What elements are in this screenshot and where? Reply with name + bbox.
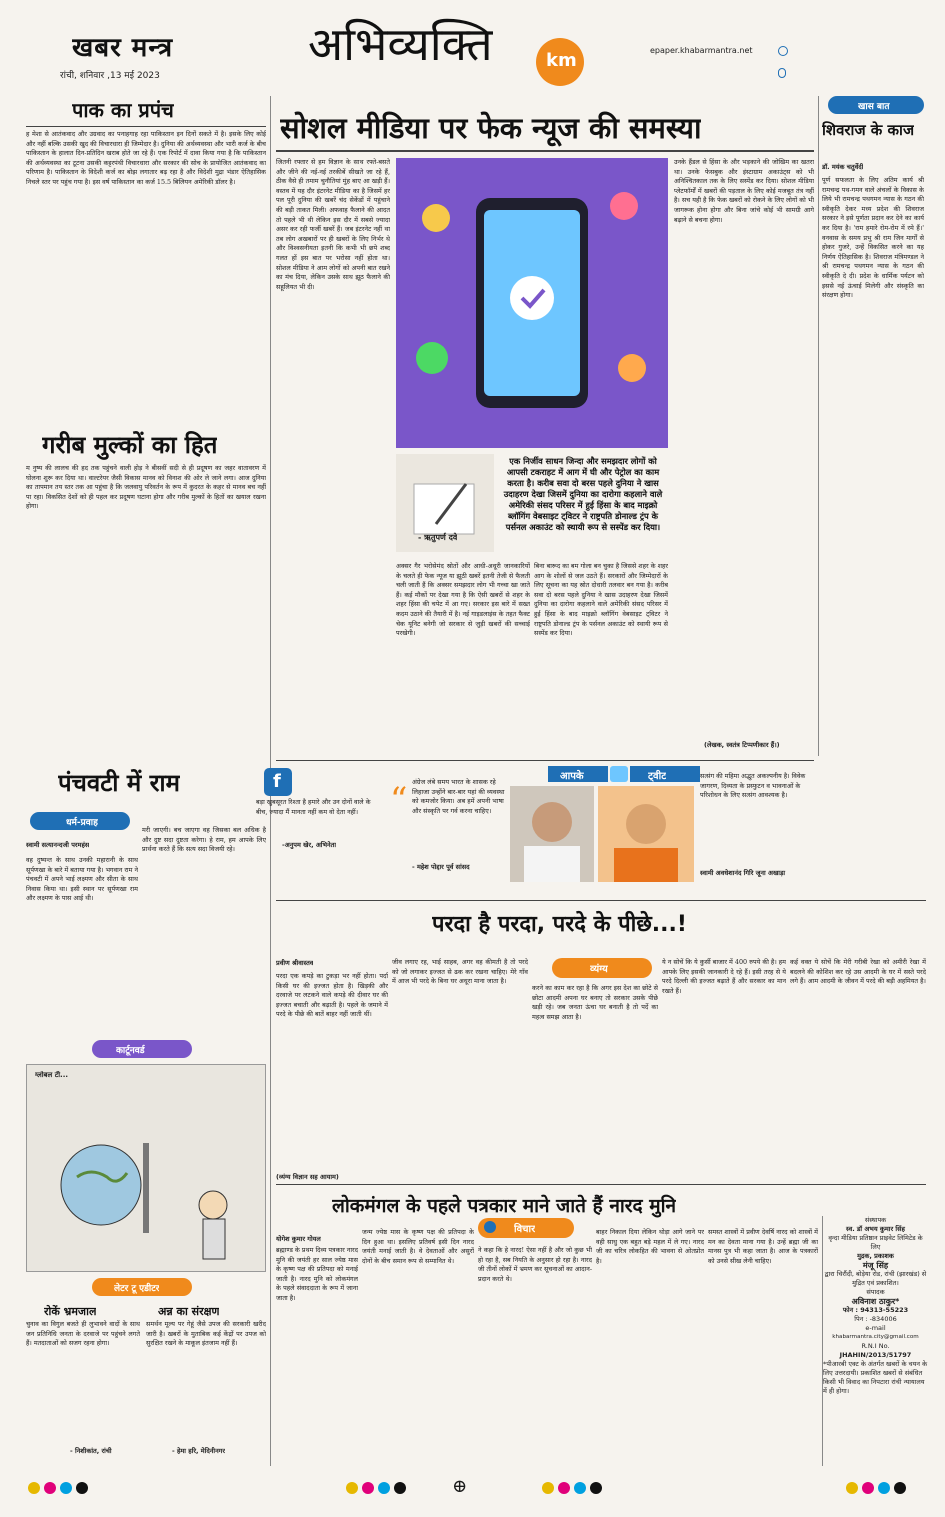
- narad-col4: बाहर निकाल दिया लेकिन थोड़ा आगे जाने पर वही साधु एक बहुत बड़े महल में ले गए। नारद जी का चरित्र लोकहित की भावना से ओतप्रोत है।: [596, 1228, 704, 1265]
- shiv-headline: शिवराज के काज: [822, 121, 915, 139]
- pak-headline: पाक का प्रपंच: [72, 98, 174, 122]
- vichar-badge: विचार: [478, 1218, 574, 1238]
- imprint-founder: स्व. डॉ अभय कुमार सिंह: [846, 1225, 905, 1233]
- lead-footer-note: (लेखक, स्वतंत्र टिप्पणीकार हैं।): [704, 741, 780, 749]
- km-logo: km: [536, 38, 584, 86]
- parda-signature: (व्यंग्य विज्ञान सह आयाम): [276, 1173, 339, 1181]
- ram-author: स्वामी सत्यानन्दजी परमहंस: [26, 841, 90, 849]
- tweet-label-b: ट्वीट: [630, 766, 700, 782]
- lead-col3: बिना बारूद का बम गोला बन चुका है जिससे शहर के शहर आग के शोलों से जल उठते हैं। सरकारों और जिम्मेदारों के लिए सूचना का यह स्रोत दोधारी तलवार बन गया है। करीब सवा दो बरस पहले दुनिया ने खास उदाहरण देखा जिसमें दुनिया का दारोगा कहलाने वाले अमेरिकी संसद परिसर में हुई हिंसा के बाद माइक्रो ब्लॉगिंग वेबसाइट ट्विटर ने राष्ट्रपति डोनाल्ड ट्रंप के पर्सनल अकाउंट को स्थायी रूप से सस्पेंड कर दिया।: [534, 562, 668, 638]
- tweet-2: सत्संग की महिमा अद्भुत अकल्पनीय है। विवेक जागरण, दिव्यता के प्रस्फुटन व भावनाओं के परिशोधन के लिए सत्संग आवश्यक है।: [700, 772, 806, 800]
- registration-mark-icon: ⊕: [452, 1476, 468, 1497]
- lead-col4: उनके हैंडल से हिंसा के और भड़काने की जोखिम का खतरा था। उनके फेसबुक और इंस्टाग्राम अकाउंट्स को भी अनिश्चितकाल तक के लिए सस्पेंड कर दिया। सोशल मीडिया प्लेटफॉर्मों में खबरों की पड़ताल के लिए कोई मजबूत तंत्र नहीं है। सच यही है कि फेक खबरों को रोकने के लिए लोगों को भी जागरूक होना होगा और बिना जांचे कोई भी सामग्री आगे बढ़ाने से बचना होगा।: [674, 158, 814, 224]
- fb-signature: -अनुपम खेर, अभिनेता: [282, 841, 337, 849]
- ram-body-2: मरी जाएगी। बच जाएगा वह जिसका बल अधिक है और दुष्ट सदा दुष्टता करेगा। हे राम, हम आपके लिए प्रार्थना करते हैं कि सत्य सदा विजयी रहे।: [142, 826, 266, 854]
- ram-body: वह दुष्यन्त के साथ उनकी महारानी के साथ सूर्पणखा के बारे में बताया गया है। भगवान राम ने पंचवटी में अपने भाई लक्ष्मण और सीता के साथ निवास किया था। इसी स्थान पर सूर्पणखा राम और लक्ष्मण के पास आई थी।: [26, 856, 138, 903]
- imprint-email-label: e-mail: [865, 1324, 886, 1332]
- tweet-2-sig: स्वामी अवधेशानंद गिरि जूना अखाड़ा: [700, 869, 786, 877]
- ram-headline: पंचवटी में राम: [58, 769, 180, 797]
- letter1-title: रोकें भ्रमजाल: [44, 1305, 97, 1318]
- poor-body: म नुष्य की लालच की हद तक पहुंचने वाली होड़ ने बीसवीं सदी से ही प्रदूषण का जहर वातावरण में घोलना शुरू कर दिया था। वाल्टरेयर जैसी विकास मानव को विनाश की ओर ले जाने लगा। आज दुनिया का तापमान तय स्तर तक आ पहुंचा है कि जलवायु परिवर्तन के रूप में कुदरत के कहर से मानव बच नहीं पा रहा। विकसित देशों को ही पहल कर प्रदूषण घटाना होगा और गरीब मुल्कों के हितों का खयाल रखना होगा।: [26, 464, 266, 511]
- letter2-sig: - हेमा हरि, मेदिनीनगर: [172, 1447, 226, 1455]
- imprint-box: [822, 1216, 928, 1466]
- cartoon-badge: कार्टूनवर्ड: [92, 1040, 192, 1058]
- phone-illustration: [396, 158, 668, 448]
- brand-logo: खबर मन्त्र: [72, 33, 174, 63]
- color-dots: [0, 1474, 945, 1504]
- dateline: रांची, शनिवार ,13 मई 2023: [60, 71, 160, 81]
- lightbulb-icon: [484, 1221, 496, 1233]
- tweet-1-sig: - महेश पोद्दार पूर्व सांसद: [412, 863, 470, 871]
- narad-col3: ने कहा कि हे नारद! ऐसा नहीं है और जो कुछ भी हो रहा है, सब नियति के अनुसार हो रहा है। नारद जी तीनों लोकों में भ्रमण कर सूचनाओं का आदान-प्रदान करते थे।: [478, 1246, 592, 1283]
- parda-headline: परदा है परदा, परदे के पीछे...!: [432, 912, 687, 937]
- letter1-sig: - निशीकांत, रांची: [70, 1447, 112, 1455]
- tweet-1: अंग्रेज लंबे समय भारत के शासक रहे लिहाजा उन्होंने बार-बार यहां की व्यवस्था को कमजोर किया। अब हमें अपनी भाषा और संस्कृति पर गर्व करना चाहिए।: [412, 778, 505, 815]
- lead-headline: सोशल मीडिया पर फेक न्यूज की समस्या: [280, 111, 702, 145]
- print-registration-bar: [0, 1474, 945, 1504]
- khas-badge: खास बात: [828, 96, 924, 114]
- cartoon-image: ग्लोबल टी...: [26, 1064, 266, 1272]
- section-title: अभिव्यक्ति: [308, 17, 493, 71]
- letters-badge: लेटर टू एडीटर: [92, 1278, 192, 1296]
- dharm-badge: धर्म-प्रवाह: [30, 812, 130, 830]
- narad-author: योगेश कुमार गोयल: [276, 1235, 321, 1243]
- fb-quote: बड़ा खुबसूरत रिश्ता है हमारे और उन दोनों वाले के बीच, ज्यादा मैं मानता नहीं कम वो देता नहीं।: [256, 798, 371, 816]
- twitter-icon: [610, 766, 628, 782]
- mouse-icon: [778, 68, 786, 78]
- parda-col1: परदा एक कपड़े का टुकड़ा भर नहीं होता। पर्दा किसी घर की इज्जत होता है। खिड़की और दरवाजे पर लटकने वाले कपड़े की दीवार घर की इज्जत बचाती और बढ़ाती है। पहले के जमाने में परदे के पीछे की बातें बाहर नहीं जाती थीं।: [276, 972, 388, 1019]
- parda-col2: जीव लगाए रह, भाई साहब, अगर वह कीमती है तो परदे को जो लगाकर इज्जत से ढक कर रखना चाहिए। मेरे गाँव में आज भी परदे के बिना घर अधूरा माना जाता है।: [392, 958, 528, 986]
- lead-byline: - ऋतुपर्ण दवे: [418, 533, 458, 542]
- lead-illustration: [396, 158, 668, 448]
- tweeter-2-photo: [598, 786, 694, 882]
- shiv-body: पूर्ण सफलता के लिए अतिम कार्य श्री रामचन्द्र पथ-गमन वाले अंचलों के विकास के लिये भी रामचन्द्र पथगमन न्यास के गठन की स्वीकृति देकर मध्य प्रदेश की शिवराज सरकार ने इसे पूर्णता प्रदान कर देने का कार्य कर दिया है। 'राम हमारे रोम-रोम में रमे हैं।' वनवास के समय प्रभु श्री राम जिन मार्गों से होकर गुजरे, उन्हें विकसित करने का यह निर्णय ऐतिहासिक है। शिवराज मंत्रिमण्डल ने श्री रामचन्द्र पथगमन न्यास के गठन की स्वीकृति दे दी। प्रदेश के धार्मिक पर्यटन को इससे नई ऊंचाई मिलेगी और संस्कृति का संरक्षण होगा।: [822, 176, 924, 300]
- imprint-rni: R.N.I No.: [861, 1342, 890, 1350]
- imprint-note: *पीआरबी एक्ट के अंतर्गत खबरों के चयन के लिए उत्तरदायी। प्रकाशित खबरों से संबंधित किसी भी विवाद का निपटारा रांची न्यायालय में ही होगा।: [823, 1360, 928, 1395]
- imprint-email[interactable]: khabarmantra.city@gmail.com: [832, 1334, 919, 1340]
- narad-headline: लोकमंगल के पहले पत्रकार माने जाते हैं नारद मुनि: [332, 1195, 677, 1217]
- imprint-pin: पिन : -834006: [854, 1315, 897, 1323]
- quote-mark-icon: “: [390, 780, 408, 820]
- letter1-body: चुनाव का विगुल बजते ही लुभावने वादों के साथ जन प्रतिनिधि जनता के दरवाजे पर पहुंचने लगते हैं। मतदाताओं को सजग रहना होगा।: [26, 1320, 140, 1348]
- letter2-title: अन्न का संरक्षण: [158, 1305, 220, 1318]
- imprint-address: द्वारा चिरौंदी, बोड़ेया रोड, रांची (झारखंड) से मुद्रित एवं प्रकाशित।: [824, 1270, 927, 1287]
- tweeter-1-photo: [510, 786, 594, 882]
- imprint-rni-no: JHAHIN/2013/51797: [839, 1351, 912, 1359]
- parda-col3: करने का काम कर रहा है कि अगर इस देश का छोटे से छोटा आदमी अपना घर बनाए तो सरकार उसके पीछे खड़ी रहे। जब जनता ऊंचा घर बनाती है तो पर्दे का महत्व समझ आता है।: [532, 984, 658, 1021]
- masthead: [0, 0, 945, 92]
- parda-col4: ये न सोचें कि ये कुर्सी बाजार में 400 रुपये की है। हम आपके लिए इसकी जानकारी दे रहे हैं। इसी तरह से ये परदे दिल्ली की इज्जत बढ़ाते हैं और सरकार का मान रखते हैं।: [662, 958, 786, 995]
- lead-col1: जितनी रफ्तार से हम विज्ञान के साथ रफ्ते-बसते और जीने की नई-नई तरकीबें सीखते जा रहे हैं, ठीक वैसे ही तमाम चुनौतियां मुंह बाए आ खड़ी हैं। वस्तव में यह दौर इंटरनेट मीडिया का है जिसमें हर पल पूरी दुनिया की खबरें चंद सेकेंडों में पहुंचाने की बड़ी ताकत मिली। अफवाह फैलाने की आदत तो पहले भी थी लेकिन इस दौर में सबसे ज्यादा असर कर रही फर्जी खबरें हैं। जब इंटरनेट नहीं था तब लोग अखबारों पर ही खबरों के लिए निर्भर थे और विश्वसनीयता इतनी कि कभी भी छपे शब्द गलत हों इस बात पर भरोसा नहीं होता था। सोशल मीडिया ने आम लोगों को अपनी बात रखने का मंच दिया, लेकिन उसके साथ झूठ फैलाने की सहूलियत भी दी।: [276, 158, 390, 291]
- imprint-founder-label: संस्थापक: [864, 1216, 887, 1224]
- imprint-editor: अविनाश ठाकुर*: [851, 1297, 900, 1306]
- shiv-author: डॉ. मयंक चतुर्वेदी: [822, 163, 864, 171]
- globe-icon: [778, 46, 788, 56]
- narad-col5: समस्त शास्त्रों में प्रवीण देवर्षि नारद को शास्त्रों में मन का देवता माना गया है। उन्हें ब्रह्मा जी का मानस पुत्र भी कहा जाता है। आज के पत्रकारों को उनसे सीख लेनी चाहिए।: [708, 1228, 818, 1265]
- imprint-publisher-label: मुद्रक, प्रकाशक: [857, 1252, 894, 1260]
- pull-quote: एक निर्जीव साधन जिन्दा और समझदार लोगों को आपसी टकराहट में आग में घी और पेट्रोल का काम करता है। करीब सवा दो बरस पहले दुनिया ने खास उदाहरण देखा जिसमें दुनिया का दारोगा कहलाने वाले अमेरिकी संसद परिसर में हुई हिंसा के बाद माइक्रो ब्लॉगिंग वेबसाइट ट्विटर ने राष्ट्रपति डोनाल्ड ट्रंप के पर्सनल अकाउंट को स्थायी रूप से सस्पेंड कर दिया।: [503, 456, 663, 532]
- poor-headline: गरीब मुल्कों का हित: [42, 431, 218, 459]
- imprint-phone: फोन : 94313-55223: [842, 1306, 909, 1314]
- vyang-badge: व्यंग्य: [552, 958, 652, 978]
- parda-col5: कई वक्त ये सोचें कि मेरी गरीबी रेखा को अमीरी रेखा में बदलने की कोशिश कर रहे उस आदमी के घर में सस्ते परदे लगे हैं। आम आदमी के जीवन में परदे की बड़ी अहमियत है।: [790, 958, 926, 986]
- imprint-publisher: मंजू सिंह: [862, 1261, 889, 1270]
- facebook-icon: f: [264, 768, 292, 796]
- narad-col2: जन्म ज्येष्ठ मास के कृष्ण पक्ष की प्रतिपदा के दिन हुआ था। इसलिए प्रतिवर्ष इसी दिन नारद जयंती मनाई जाती है। वे देवताओं और असुरों दोनों के बीच समान रूप से सम्मानित थे।: [362, 1228, 474, 1265]
- letter2-body: समर्थन मूल्य पर गेहूं जैसे उपज की सरकारी खरीद जारी है। खबरों के मुताबिक कई केंद्रों पर उपज को सुरक्षित रखने के माकूल इंतजाम नहीं हैं।: [146, 1320, 266, 1348]
- pak-body: ह मेशा से आतंकवाद और उग्रवाद का पनाहगाह रहा पाकिस्तान इन दिनों सकते में है। इसके लिए कोई और नहीं बल्कि उसकी खुद की विचारधारा ही जिम्मेदार है। दुनिया की अर्थव्यवस्था और भारी कर्ज के बीच पाकिस्तान के हालात दिन-प्रतिदिन खराब होते जा रहे हैं। एक रिपोर्ट में दावा किया गया है कि पाकिस्तान की अर्थव्यवस्था का टूटना उसकी कट्टरपंथी विचारधारा और सरकार की सोच के प्रायोजित आतंकवाद का परिणाम है। पाकिस्तान के विदेशी कर्ज का बोझ लगातार बढ़ रहा है और विदेशी मुद्रा भंडार ऐतिहासिक निचले स्तर पर पहुंच गया है। इस वर्ष पाकिस्तान का कर्ज 15.5 बिलियन अमेरिकी डॉलर है।: [26, 130, 266, 186]
- parda-author: प्रवीण श्रीवास्तव: [276, 959, 314, 967]
- imprint-company: वृन्दा मीडिया प्रतिष्ठान प्राइवेट लिमिटेड के लिए: [828, 1234, 923, 1251]
- epaper-url[interactable]: epaper.khabarmantra.net: [650, 46, 753, 55]
- lead-col2: अक्सर गैर भरोसेमंद स्रोतों और आधी-अधूरी जानकारियों के चलते ही फेक न्यूज या झूठी खबरें इतनी तेजी से फैलती चली जाती हैं कि अक्सर समझदार लोग भी गच्चा खा जाते हैं। कई मौकों पर देखा गया है कि ऐसी खबरों से शहर के शहर हिंसा की चपेट में आ गए। सरकार इस बारे में सख्त कदम उठाने की तैयारी में है। नई गाइडलाइंस के तहत फैक्ट चेक यूनिट बनेगी जो सरकार से जुड़ी खबरों की सच्चाई परखेगी।: [396, 562, 530, 638]
- narad-col1: ब्रह्माण्ड के प्रथम दिव्य पत्रकार नारद मुनि की जयंती हर साल ज्येष्ठ मास के कृष्ण पक्ष की प्रतिपदा को मनाई जाती है। नारद मुनि को लोकमंगल के पहले संवाददाता के रूप में जाना जाता है।: [276, 1246, 358, 1302]
- cartoon-drawing: [27, 1065, 266, 1272]
- imprint-editor-label: संपादक: [866, 1288, 885, 1296]
- tweet-label-a: आपके: [548, 766, 608, 782]
